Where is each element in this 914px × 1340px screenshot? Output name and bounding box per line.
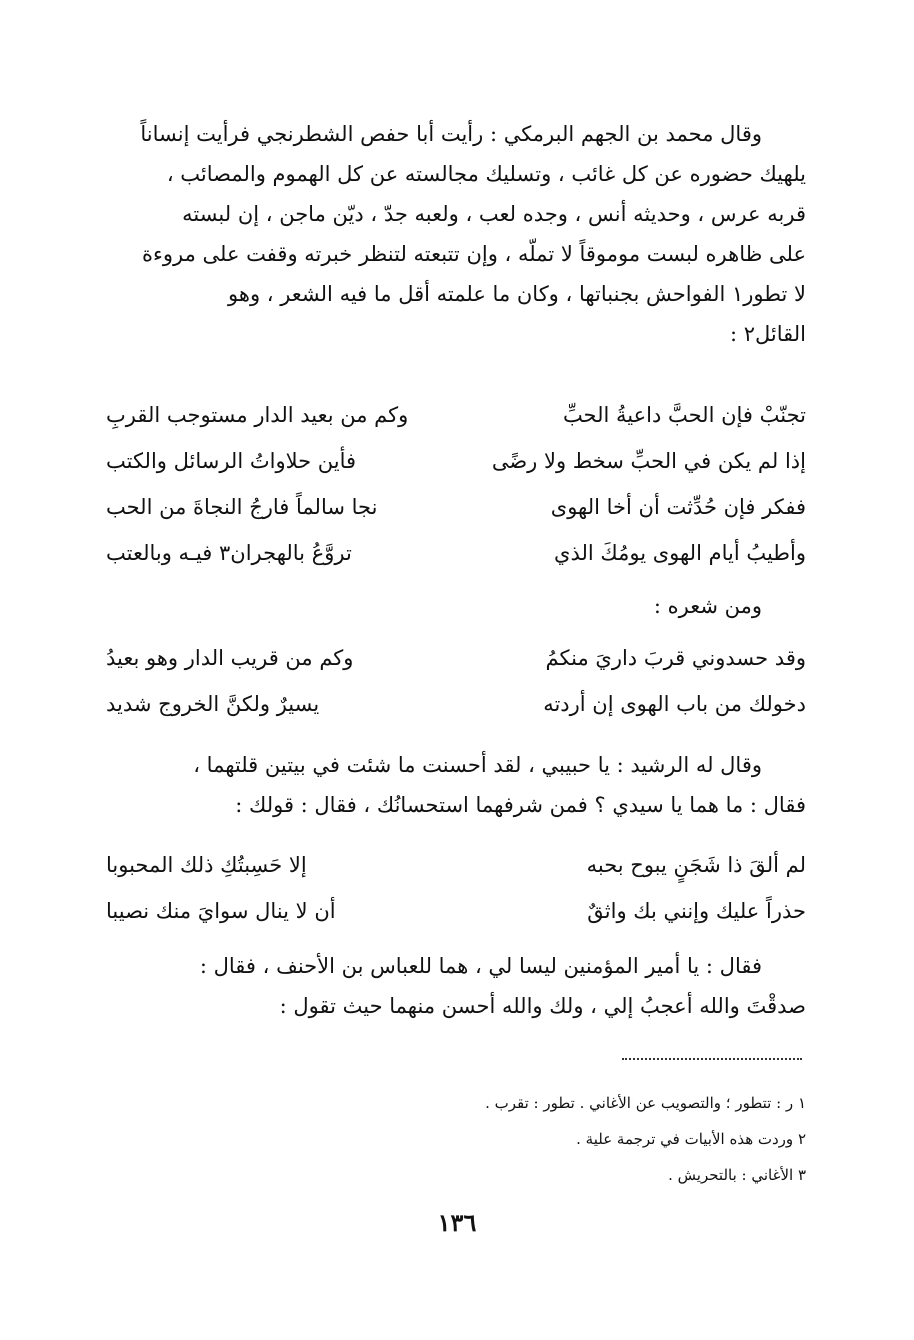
paragraph-3 — [106, 745, 806, 825]
verse-first-hemistich: إذا لم يكن في الحبِّ سخط ولا رضًى — [491, 449, 806, 473]
verse-first-hemistich: حذراً عليك وإنني بك واثقٌ — [587, 899, 806, 923]
intro-line: يلهيك حضوره عن كل غائب ، وتسليك مجالسته عن كل الهموم والمصائب ، — [166, 162, 806, 186]
footnotes — [106, 1085, 806, 1193]
footnote: ٢ وردت هذه الأبيات في ترجمة علية . — [576, 1130, 806, 1148]
intro-line: على ظاهره لبست موموقاً لا تملّه ، وإن تتبعته لتنظر خبرته وقفت على مروءة — [141, 242, 806, 266]
paragraph-line: ومن شعره : — [653, 594, 762, 618]
poem-3 — [106, 842, 806, 934]
paragraph-2 — [106, 586, 806, 626]
verse-first-hemistich: تجنّبْ فإن الحبَّ داعيةُ الحبِّ — [562, 403, 806, 427]
verse-first-hemistich: ففكر فإن حُدِّثت أن أخا الهوى — [550, 495, 806, 519]
footnote: ٣ الأغاني : بالتحريش . — [668, 1166, 806, 1184]
verse-row — [106, 635, 806, 681]
verse-row — [106, 888, 806, 934]
verse-second-hemistich: إلا حَسِبتُكِ ذلك المحبوبا — [106, 853, 307, 877]
paragraph-4 — [106, 946, 806, 1026]
verse-second-hemistich: يسيرٌ ولكنَّ الخروج شديد — [106, 692, 320, 716]
intro-line: لا تطور١ الفواحش بجنباتها ، وكان ما علمته أقل ما فيه الشعر ، وهو — [228, 282, 806, 306]
verse-second-hemistich: تروَّعُ بالهجران٣ فيـه وبالعتب — [106, 541, 352, 565]
verse-second-hemistich: وكم من بعيد الدار مستوجب القربِ — [106, 403, 409, 427]
verse-row — [106, 842, 806, 888]
verse-first-hemistich: لم ألقَ ذا شَجَنٍ يبوح بحبه — [586, 853, 806, 877]
paragraph-line: فقال : ما هما يا سيدي ؟ فمن شرفهما استحسانُك ، فقال : قولك : — [235, 793, 806, 817]
poem-1 — [106, 392, 806, 576]
paragraph-line: فقال : يا أمير المؤمنين ليسا لي ، هما للعباس بن الأحنف ، فقال : — [199, 954, 762, 978]
intro-line: القائل٢ : — [729, 322, 806, 346]
footnote: ١ ر : تتطور ؛ والتصويب عن الأغاني . تطور : تقرب . — [485, 1094, 806, 1112]
intro-paragraph — [106, 114, 806, 354]
verse-second-hemistich: فأين حلاواتُ الرسائل والكتب — [106, 449, 357, 473]
verse-first-hemistich: وقد حسدوني قربَ داريَ منكمُ — [545, 646, 806, 670]
verse-row — [106, 681, 806, 727]
verse-first-hemistich: دخولك من باب الهوى إن أردته — [543, 692, 806, 716]
verse-row — [106, 392, 806, 438]
intro-line: قربه عرس ، وحديثه أنس ، وجده لعب ، ولعبه جدّ ، ديّن ماجن ، إن لبسته — [182, 202, 806, 226]
verse-row — [106, 530, 806, 576]
verse-second-hemistich: وكم من قريب الدار وهو بعيدُ — [106, 646, 354, 670]
poem-2 — [106, 635, 806, 727]
paragraph-line: صدقْتَ والله أعجبُ إلي ، ولك والله أحسن منهما حيث تقول : — [279, 994, 806, 1018]
footnote-separator — [622, 1058, 802, 1060]
verse-first-hemistich: وأطيبُ أيام الهوى يومُكَ الذي — [554, 541, 806, 565]
paragraph-line: وقال له الرشيد : يا حبيبي ، لقد أحسنت ما شئت في بيتين قلتهما ، — [193, 753, 762, 777]
verse-second-hemistich: أن لا ينال سوايَ منك نصيبا — [106, 899, 336, 923]
intro-line: وقال محمد بن الجهم البرمكي : رأيت أبا حفص الشطرنجي فرأيت إنساناً — [140, 122, 762, 146]
verse-second-hemistich: نجا سالماً فارجُ النجاةَ من الحب — [106, 495, 378, 519]
verse-row — [106, 438, 806, 484]
page-number: ١٣٦ — [437, 1208, 477, 1237]
verse-row — [106, 484, 806, 530]
